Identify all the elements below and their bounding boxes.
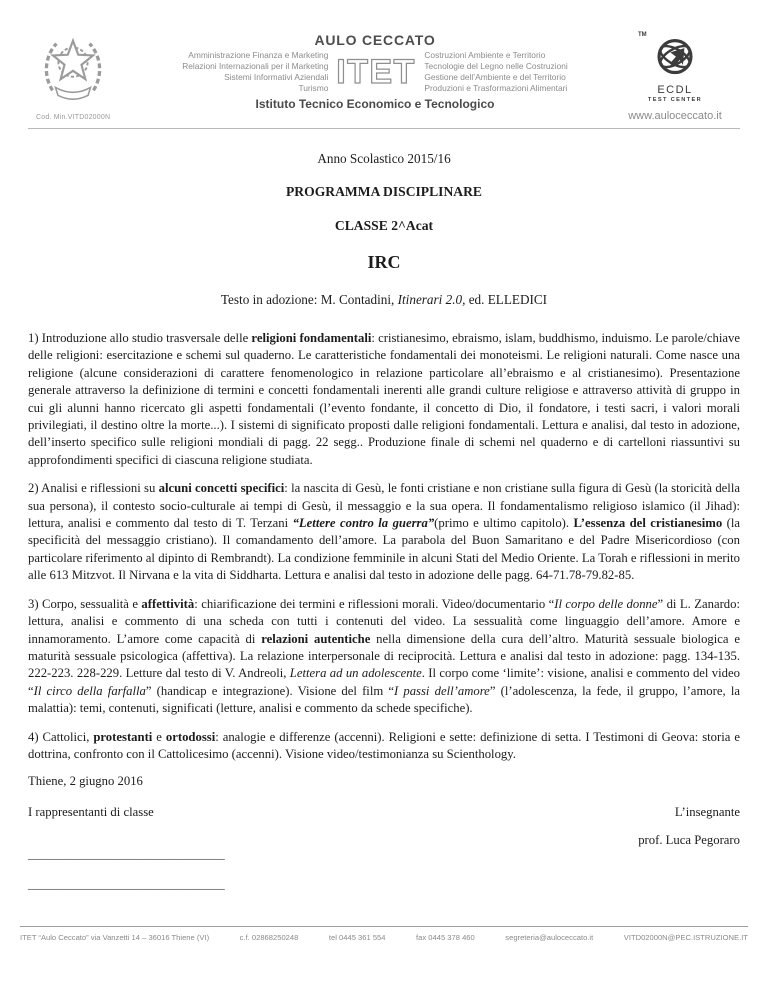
letterhead [28, 30, 740, 122]
footer-pec-email: VITD02000N@PEC.ISTRUZIONE.IT [623, 933, 748, 942]
website-url: www.auloceccato.it [628, 110, 722, 122]
ecdl-block [610, 30, 740, 122]
school-header [140, 30, 610, 111]
program-item: Turismo [298, 83, 329, 94]
paragraph-4: 4) Cattolici, protestanti e ortodossi: analogie e differenze (accenni). Religioni e sette: definizione di setta. I Testimoni di Geova: storia e dottrina, confronto con il Cattolicesimo (accenni). Visione video/testimonianza su Scienthology. [28, 729, 740, 761]
school-name: AULO CECCATO [314, 32, 436, 48]
trademark-label: TM [638, 32, 647, 38]
teacher-role-label: L’insegnante [674, 805, 740, 820]
footer-email: segreteria@auloceccato.it [505, 933, 594, 942]
program-item: Relazioni Internazionali per il Marketing [182, 61, 329, 72]
paragraph-1: 1) Introduzione allo studio trasversale delle religioni fondamentali: cristianesimo, ebraismo, islam, buddhismo, induismo. Le parole/chiave delle religioni: esercitazione e schemi sul quaderno. Le caratteristiche fondamentali dei monoteismi. Le religioni naturali. Come nasce una religione (alcune considerazioni di carattere fenomenologico in relazione particolare all’ebraismo e al cristianesimo). Presentazione generale attraverso la definizione di termini e concetti fondamentali inerenti alle grandi culture religiose e attraverso attività di gruppo in cui gli alunni hanno ricercato gli aspetti fondamentali (l’evento fondante, il concetto di Dio, il fondatore, i testi sacri, i valori morali privilegiati, il destino oltre la morte...). I sistemi di significato proposti dalle religioni fondamentali. Lettura e analisi, dal testo in adozione, dell’inserto specifico sulle religioni mondiali di pagg. 22 segg.. Produzione finale di schemi nel quaderno e di cartelloni riassuntivi su approfondimenti specifici di ciascuna religione studiata. [28, 331, 741, 467]
itet-logo-text: ITET [336, 53, 417, 92]
signature-section [28, 805, 740, 892]
school-year: Anno Scolastico 2015/16 [317, 151, 451, 166]
ministry-code: Cod. Min.VITD02000N [36, 114, 111, 121]
textbook-line: Testo in adozione: M. Contadini, Itinerari 2.0, ed. ELLEDICI [220, 292, 548, 307]
paragraph-2: 2) Analisi e riflessioni su alcuni concetti specifici: la nascita di Gesù, le fonti cristiane e non cristiane sulla figura di Gesù (la storicità della sua persona), il contesto socio-culturale ai tempi di Gesù, il messaggio e la sua opera. Il fondamentalismo religioso islamico (il Jihad): lettura, analisi e commento dal testo di T. Terzani “Lettere contro la guerra”(primo e ultimo capitolo). L’essenza del cristianesimo (la specificità del messaggio cristiano). Il comandamento dell’amore. La parabola del Buon Samaritano e del Padre Misericordioso (con particolare riferimento al dipinto di Rembrandt). La condizione femminile in alcuni Stati del Medio Oriente. La Torah e riflessioni in merito alle 613 Mitzvot. Il Nirvana e la vita di Siddharta. Lettura e analisi dal testo in adozione delle pagg. 64-71.78-79.82-85. [28, 481, 740, 583]
italian-republic-emblem-icon [36, 30, 110, 106]
document-title: PROGRAMMA DISCIPLINARE [286, 184, 482, 199]
ecdl-globe-icon [645, 34, 705, 81]
program-item: Amministrazione Finanza e Marketing [188, 50, 329, 60]
programs-left [182, 50, 328, 94]
itet-logo-icon [335, 50, 417, 94]
footer-fiscal-code: c.f. 02868250248 [239, 933, 299, 942]
programs-row [140, 50, 610, 94]
program-item: Produzioni e Trasformazioni Alimentari [424, 83, 568, 94]
ecdl-test-center-label: TEST CENTER [647, 97, 703, 103]
signature-line-2: _______________________________ [28, 877, 225, 892]
teacher-name: prof. Luca Pegoraro [638, 833, 740, 848]
teacher-block [638, 805, 740, 892]
paragraph-3: 3) Corpo, sessualità e affettività: chiarificazione dei termini e riflessioni morali. Video/documentario “Il corpo delle donne” di L. Zanardo: lettura, analisi e commento di una scheda con tutti i contenuti del video. La sessualità come linguaggio dell’amore. Amore e innamoramento. L’amore come capacità di relazioni autentiche nella dimensione della cura dell’altro. Maturità sessuale biologica e maturità sessuale psicologica (affettiva). La relazione interpersonale di reciprocità. Lettura e analisi dal testo in adozione: pagg. 134-135. 222-223. 228-229. Letture dal testo di V. Andreoli, Lettera ad un adolescente. Il corpo come ‘limite’: visione, analisi e commento del video “Il circo della farfalla” (handicap e integrazione). Visione del film “I passi dell’amore” (l’adolescenza, la fede, il gruppo, l’amore, la malattia): temi, contenuti, significati (letture, analisi e commento da schede specifiche). [28, 596, 741, 716]
place-date: Thiene, 2 giugno 2016 [28, 774, 143, 789]
signature-line-1: _______________________________ [28, 847, 225, 862]
footer-telephone: tel 0445 361 554 [328, 933, 386, 942]
programs-right [424, 50, 567, 94]
class-representatives-block [28, 805, 225, 892]
class-representatives-label: I rappresentanti di classe [28, 805, 154, 820]
class-label: CLASSE 2^Acat [334, 218, 434, 233]
program-item: Sistemi Informativi Aziendali [224, 72, 329, 83]
program-item: Tecnologie del Legno nelle Costruzioni [424, 61, 568, 72]
footer-address: ITET “Aulo Ceccato” via Vanzetti 14 – 36016 Thiene (VI) [20, 933, 210, 942]
title-block [0, 151, 768, 308]
header-divider [28, 128, 740, 129]
subject-title: IRC [367, 252, 401, 272]
page-footer [20, 926, 748, 942]
program-item: Costruzioni Ambiente e Territorio [424, 50, 546, 60]
program-content [28, 330, 740, 763]
ecdl-label: ECDL [657, 84, 693, 96]
institute-type: Istituto Tecnico Economico e Tecnologico [255, 97, 495, 112]
emblem-block [28, 30, 140, 121]
program-item: Gestione dell’Ambiente e del Territorio [424, 72, 566, 83]
footer-fax: fax 0445 378 460 [416, 933, 475, 942]
